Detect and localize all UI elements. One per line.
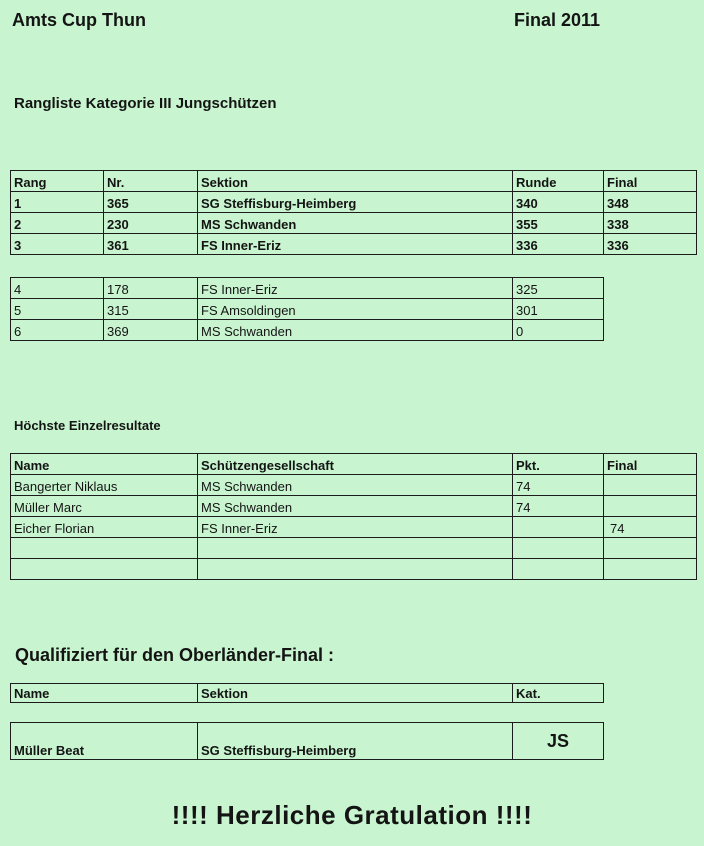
name-cell: Eicher Florian xyxy=(11,517,198,538)
nr-cell: 315 xyxy=(104,299,198,320)
pkt-cell xyxy=(513,559,604,580)
runde-cell: 0 xyxy=(513,320,604,341)
rang-cell: 2 xyxy=(11,213,104,234)
col-runde: Runde xyxy=(513,171,604,192)
qualified-table xyxy=(10,722,604,760)
col-pkt: Pkt. xyxy=(513,454,604,475)
nr-cell: 178 xyxy=(104,278,198,299)
name-cell: Müller Beat xyxy=(11,723,198,760)
ranking-header-row xyxy=(11,171,697,192)
final-cell xyxy=(604,538,697,559)
nr-cell: 365 xyxy=(104,192,198,213)
col-sektion: Sektion xyxy=(198,684,513,703)
sektion-cell: FS Amsoldingen xyxy=(198,299,513,320)
table-row xyxy=(11,538,697,559)
table-row xyxy=(11,559,697,580)
final-cell xyxy=(604,475,697,496)
gesellschaft-cell: MS Schwanden xyxy=(198,496,513,517)
pkt-cell xyxy=(513,517,604,538)
name-cell xyxy=(11,559,198,580)
individual-header-row xyxy=(11,454,697,475)
pkt-cell xyxy=(513,538,604,559)
rang-cell: 1 xyxy=(11,192,104,213)
final-cell: 348 xyxy=(604,192,697,213)
table-row xyxy=(11,278,604,299)
table-row xyxy=(11,213,697,234)
sektion-cell: FS Inner-Eriz xyxy=(198,234,513,255)
table-row xyxy=(11,723,604,760)
rang-cell: 5 xyxy=(11,299,104,320)
col-nr: Nr. xyxy=(104,171,198,192)
table-row xyxy=(11,234,697,255)
nr-cell: 361 xyxy=(104,234,198,255)
name-cell: Müller Marc xyxy=(11,496,198,517)
kat-cell: JS xyxy=(513,723,604,760)
final-cell: 336 xyxy=(604,234,697,255)
pkt-cell: 74 xyxy=(513,475,604,496)
gesellschaft-cell xyxy=(198,538,513,559)
final-cell: 338 xyxy=(604,213,697,234)
col-kat: Kat. xyxy=(513,684,604,703)
table-row xyxy=(11,517,697,538)
final-year-label: Final 2011 xyxy=(514,10,601,30)
gesellschaft-cell xyxy=(198,559,513,580)
table-row xyxy=(11,192,697,213)
final-cell xyxy=(604,559,697,580)
table-row xyxy=(11,299,604,320)
col-gesellschaft: Schützengesellschaft xyxy=(198,454,513,475)
sektion-cell: SG Steffisburg-Heimberg xyxy=(198,723,513,760)
table-row xyxy=(11,496,697,517)
col-sektion: Sektion xyxy=(198,171,513,192)
runde-cell: 355 xyxy=(513,213,604,234)
rang-cell: 4 xyxy=(11,278,104,299)
runde-cell: 340 xyxy=(513,192,604,213)
ranking-heading: Rangliste Kategorie III Jungschützen xyxy=(14,95,277,112)
qualified-heading: Qualifiziert für den Oberländer-Final : xyxy=(15,645,335,665)
gesellschaft-cell: MS Schwanden xyxy=(198,475,513,496)
final-cell: 74 xyxy=(604,517,697,538)
runde-cell: 325 xyxy=(513,278,604,299)
sektion-cell: SG Steffisburg-Heimberg xyxy=(198,192,513,213)
sektion-cell: FS Inner-Eriz xyxy=(198,278,513,299)
col-final: Final xyxy=(604,171,697,192)
rang-cell: 3 xyxy=(11,234,104,255)
gesellschaft-cell: FS Inner-Eriz xyxy=(198,517,513,538)
col-name: Name xyxy=(11,454,198,475)
col-final: Final xyxy=(604,454,697,475)
col-name: Name xyxy=(11,684,198,703)
table-row xyxy=(11,475,697,496)
sektion-cell: MS Schwanden xyxy=(198,213,513,234)
congrats-text: !!!! Herzliche Gratulation !!!! xyxy=(171,800,533,830)
runde-cell: 336 xyxy=(513,234,604,255)
individual-heading: Höchste Einzelresultate xyxy=(14,418,161,433)
qualified-header-row xyxy=(11,684,604,703)
ranking-top-table xyxy=(10,170,697,255)
final-cell xyxy=(604,496,697,517)
pkt-cell: 74 xyxy=(513,496,604,517)
name-cell xyxy=(11,538,198,559)
nr-cell: 369 xyxy=(104,320,198,341)
individual-table xyxy=(10,453,697,580)
col-rang: Rang xyxy=(11,171,104,192)
qualified-header-table xyxy=(10,683,604,703)
table-row xyxy=(11,320,604,341)
page-title: Amts Cup Thun xyxy=(12,10,146,30)
ranking-rest-table xyxy=(10,277,604,341)
nr-cell: 230 xyxy=(104,213,198,234)
name-cell: Bangerter Niklaus xyxy=(11,475,198,496)
sektion-cell: MS Schwanden xyxy=(198,320,513,341)
runde-cell: 301 xyxy=(513,299,604,320)
rang-cell: 6 xyxy=(11,320,104,341)
